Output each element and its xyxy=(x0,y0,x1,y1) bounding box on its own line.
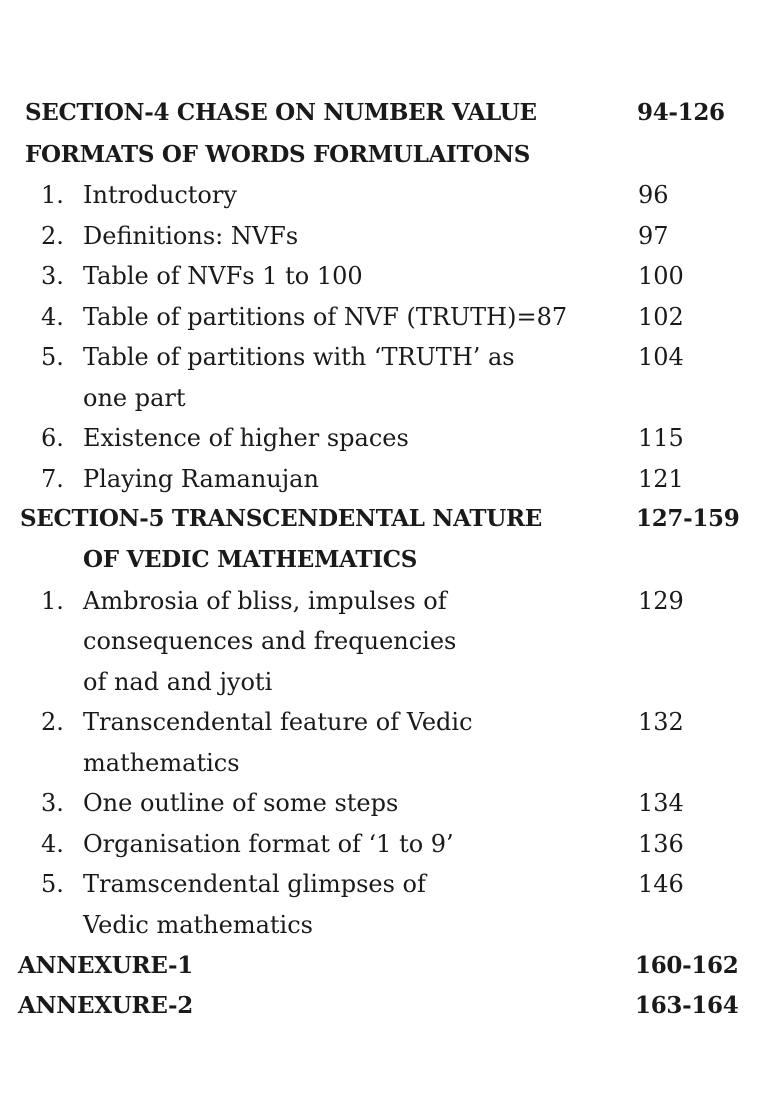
entry-number: 3. xyxy=(41,789,64,817)
entry-number: 3. xyxy=(41,262,64,290)
page-number: 97 xyxy=(638,222,669,250)
section-title: FORMATS OF WORDS FORMULAITONS xyxy=(25,141,531,168)
entry-number: 5. xyxy=(41,870,64,898)
page-number: 121 xyxy=(638,465,684,493)
entry-title: mathematics xyxy=(83,749,240,777)
page-number: 134 xyxy=(638,789,684,817)
entry-title: of nad and jyoti xyxy=(83,668,273,696)
entry-title: Ambrosia of bliss, impulses of xyxy=(83,587,447,615)
entry-title: consequences and frequencies xyxy=(83,627,457,655)
page-number: 102 xyxy=(638,303,684,331)
entry-title: Playing Ramanujan xyxy=(83,465,319,493)
entry-number: 1. xyxy=(41,587,64,615)
entry-title: Table of partitions with ‘TRUTH’ as xyxy=(83,343,515,371)
entry-title: Vedic mathematics xyxy=(83,911,313,939)
entry-number: 1. xyxy=(41,181,64,209)
entry-title: Table of partitions of NVF (TRUTH)=87 xyxy=(83,303,568,331)
page-number: 94-126 xyxy=(637,99,725,126)
entry-number: 5. xyxy=(41,343,64,371)
entry-number: 4. xyxy=(41,303,64,331)
entry-title: Transcendental feature of Vedic xyxy=(83,708,473,736)
entry-number: 6. xyxy=(41,424,64,452)
entry-title: Tramscendental glimpses of xyxy=(83,870,426,898)
entry-number: 2. xyxy=(41,222,64,250)
section-title: ANNEXURE-2 xyxy=(18,992,193,1019)
entry-title: Existence of higher spaces xyxy=(83,424,409,452)
page-number: 96 xyxy=(638,181,669,209)
entry-title: Definitions: NVFs xyxy=(83,222,299,250)
entry-number: 2. xyxy=(41,708,64,736)
page-number: 115 xyxy=(638,424,684,452)
entry-number: 7. xyxy=(41,465,64,493)
section-title: OF VEDIC MATHEMATICS xyxy=(83,546,418,573)
page-number: 136 xyxy=(638,830,684,858)
entry-number: 4. xyxy=(41,830,64,858)
page-number: 104 xyxy=(638,343,684,371)
entry-title: Organisation format of ‘1 to 9’ xyxy=(83,830,454,858)
page-number: 127-159 xyxy=(636,505,740,532)
entry-title: Introductory xyxy=(83,181,237,209)
page-number: 160-162 xyxy=(635,952,739,979)
page-number: 100 xyxy=(638,262,684,290)
page-number: 146 xyxy=(638,870,684,898)
section-title: SECTION-4 CHASE ON NUMBER VALUE xyxy=(25,99,537,126)
section-title: SECTION-5 TRANSCENDENTAL NATURE xyxy=(20,505,543,532)
entry-title: Table of NVFs 1 to 100 xyxy=(83,262,363,290)
page-number: 129 xyxy=(638,587,684,615)
page-number: 132 xyxy=(638,708,684,736)
page-number: 163-164 xyxy=(635,992,739,1019)
entry-title: one part xyxy=(83,384,186,412)
entry-title: One outline of some steps xyxy=(83,789,399,817)
section-title: ANNEXURE-1 xyxy=(18,952,193,979)
